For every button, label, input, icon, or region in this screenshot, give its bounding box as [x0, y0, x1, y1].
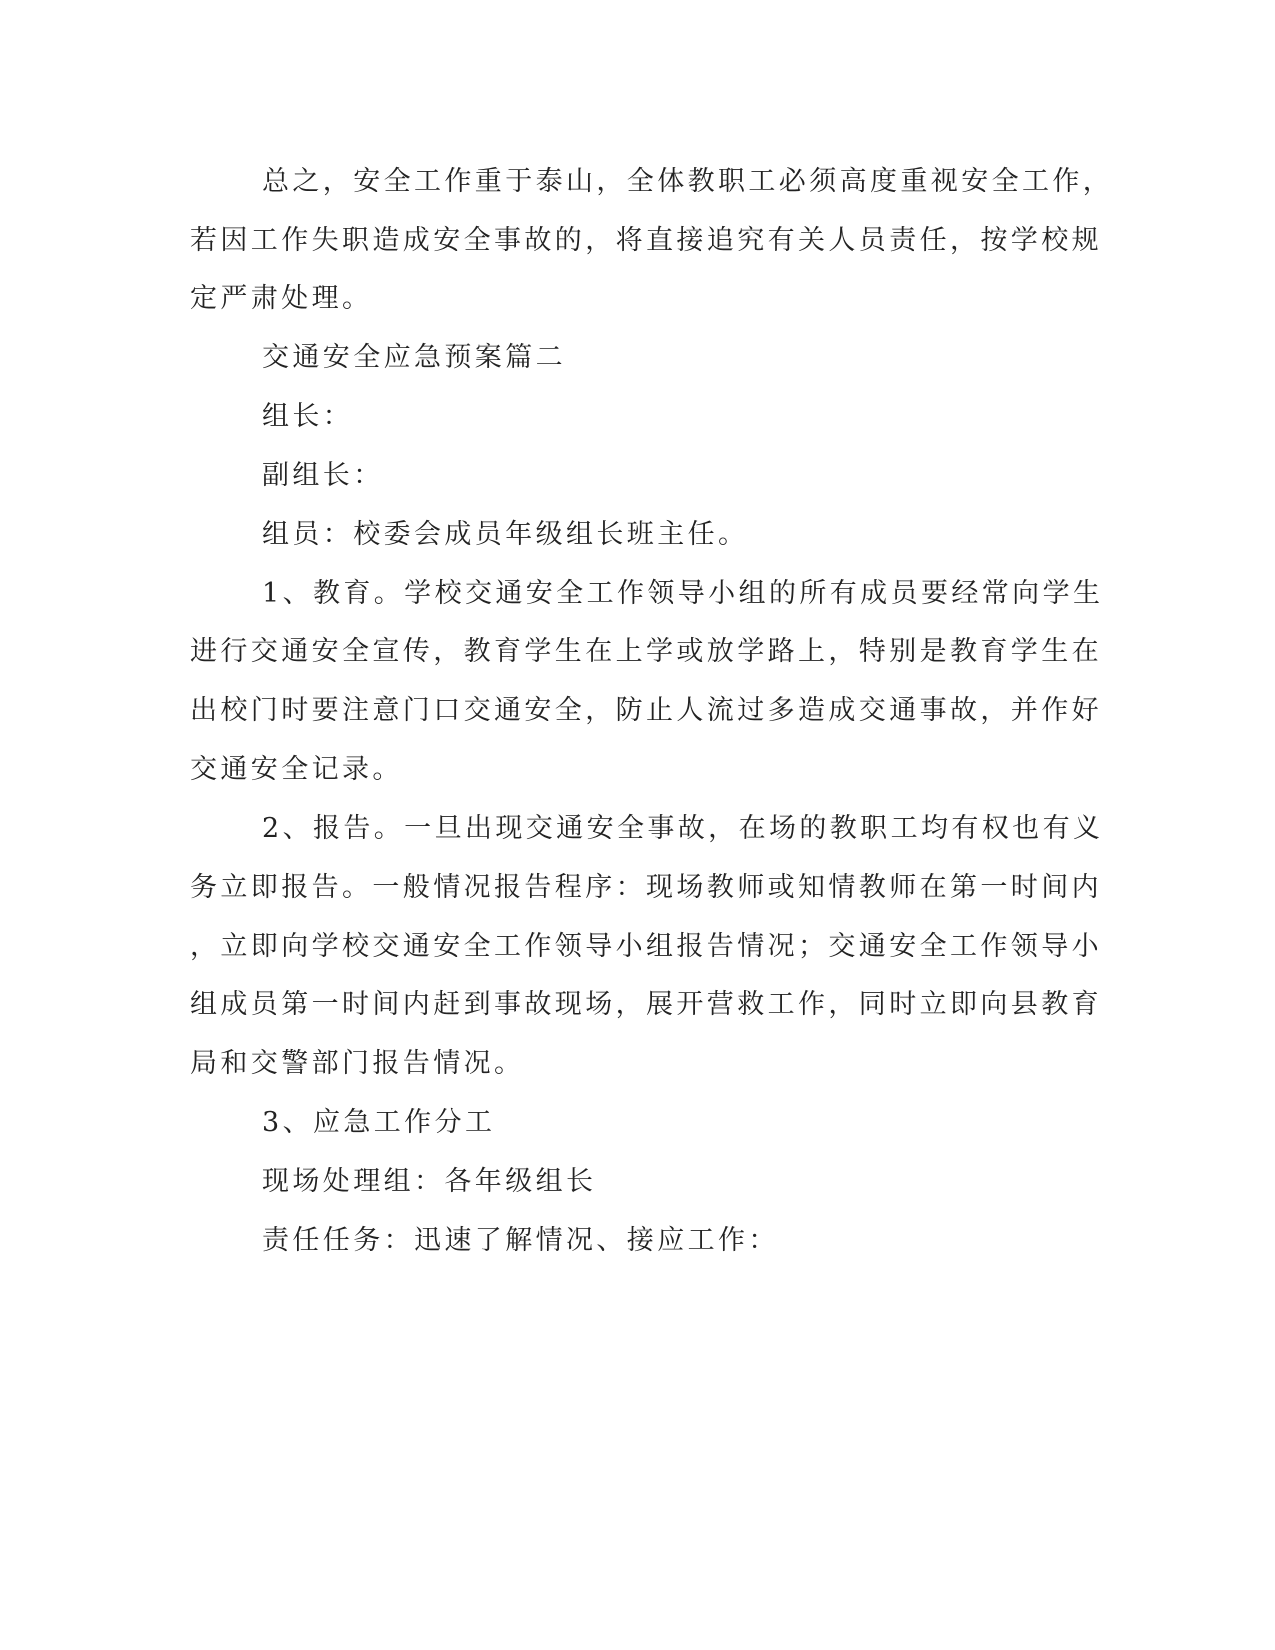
item-division-title: 3、应急工作分工 [262, 1107, 496, 1138]
item-report-line-5: 局和交警部门报告情况。 [190, 1048, 525, 1079]
item-division-duty: 责任任务：迅速了解情况、接应工作： [262, 1225, 779, 1256]
item-education-line-4: 交通安全记录。 [190, 754, 403, 785]
item-report-line-2: 务立即报告。一般情况报告程序：现场教师或知情教师在第一时间内 [190, 872, 1102, 903]
deputy-leader-line: 副组长： [262, 460, 384, 491]
item-education-line-1: 1、教育。学校交通安全工作领导小组的所有成员要经常向学生 [262, 578, 1104, 609]
leader-line: 组长： [262, 401, 354, 432]
members-line: 组员：校委会成员年级组长班主任。 [262, 519, 749, 550]
item-report-line-3: ，立即向学校交通安全工作领导小组报告情况；交通安全工作领导小 [190, 931, 1102, 962]
paragraph-conclusion-line-1: 总之，安全工作重于泰山，全体教职工必须高度重视安全工作， [262, 166, 1114, 197]
item-education-line-3: 出校门时要注意门口交通安全，防止人流过多造成交通事故，并作好 [190, 695, 1102, 726]
item-division-group: 现场处理组：各年级组长 [262, 1166, 597, 1197]
item-report-line-4: 组成员第一时间内赶到事故现场，展开营救工作，同时立即向县教育 [190, 989, 1102, 1020]
paragraph-conclusion-line-3: 定严肃处理。 [190, 283, 373, 314]
item-education-line-2: 进行交通安全宣传，教育学生在上学或放学路上，特别是教育学生在 [190, 636, 1102, 667]
section-heading: 交通安全应急预案篇二 [262, 342, 566, 373]
paragraph-conclusion-line-2: 若因工作失职造成安全事故的，将直接追究有关人员责任，按学校规 [190, 225, 1102, 256]
item-report-line-1: 2、报告。一旦出现交通安全事故，在场的教职工均有权也有义 [262, 813, 1104, 844]
